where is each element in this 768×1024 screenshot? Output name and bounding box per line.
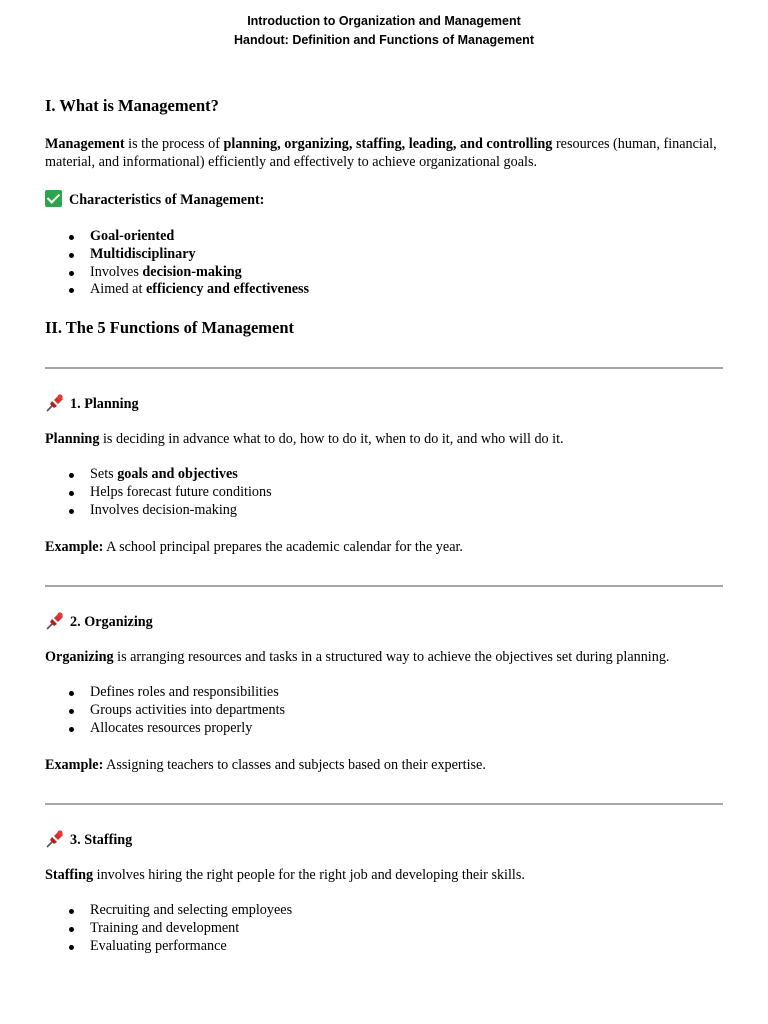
- example-text: A school principal prepares the academic calendar for the year.: [103, 539, 463, 555]
- list-item-bold: goals and objectives: [117, 466, 238, 482]
- characteristic-prefix: Aimed at: [90, 281, 146, 298]
- pushpin-icon: [45, 611, 65, 631]
- horizontal-divider: [45, 585, 723, 587]
- list-item: Allocates resources properly: [45, 720, 285, 738]
- list-item: Training and development: [45, 920, 292, 938]
- pushpin-icon: [45, 829, 65, 849]
- characteristic-prefix: Involves: [90, 263, 143, 280]
- function-heading-text: 1. Planning: [70, 396, 139, 412]
- list-item: [45, 246, 309, 264]
- horizontal-divider: [45, 803, 723, 805]
- check-mark-icon: [45, 190, 62, 207]
- definition-functions: planning, organizing, staffing, leading, and controlling: [223, 136, 553, 152]
- characteristic-goal-oriented: Goal-oriented: [90, 228, 175, 244]
- characteristics-heading-text: Characteristics of Management:: [69, 192, 265, 208]
- horizontal-divider: [45, 367, 723, 369]
- definition-text: is deciding in advance what to do, how to do it, when to do it, and who will do it.: [99, 431, 564, 447]
- function-heading-staffing: [45, 829, 132, 849]
- function-heading-text: 2. Organizing: [70, 614, 153, 630]
- list-item: Involves decision-making: [45, 502, 272, 520]
- example-label: Example:: [45, 539, 104, 555]
- organizing-example: [45, 756, 725, 774]
- function-heading-text: 3. Staffing: [70, 832, 133, 848]
- list-item: Groups activities into departments: [45, 702, 285, 720]
- planning-example: [45, 538, 725, 556]
- definition-text-rest: resources (human, financial, material, and informational) efficiently and effectively to achieve organizational goals.: [45, 136, 717, 170]
- characteristics-list: [45, 228, 309, 299]
- organizing-list: [45, 684, 285, 737]
- planning-definition: [45, 430, 725, 448]
- characteristic-multidisciplinary: Multidisciplinary: [90, 245, 196, 262]
- function-heading-organizing: [45, 611, 153, 631]
- function-heading-planning: [45, 393, 139, 413]
- list-item: Defines roles and responsibilities: [45, 684, 285, 702]
- header-handout-title: Handout: Definition and Functions of Management: [234, 33, 534, 47]
- definition-term: Organizing: [45, 649, 114, 665]
- pushpin-icon: [45, 393, 65, 413]
- list-item: [45, 264, 309, 282]
- document-header: [0, 12, 768, 50]
- staffing-list: [45, 902, 292, 955]
- example-label: Example:: [45, 757, 104, 773]
- characteristic-efficiency: efficiency and effectiveness: [145, 281, 310, 298]
- example-text: Assigning teachers to classes and subjects based on their expertise.: [103, 757, 486, 773]
- staffing-definition: [45, 866, 725, 884]
- list-item: [45, 466, 272, 484]
- definition-term: Planning: [45, 431, 100, 447]
- characteristics-heading: [45, 190, 264, 209]
- definition-term: Staffing: [45, 867, 94, 883]
- section-heading-five-functions: II. The 5 Functions of Management: [45, 318, 295, 337]
- list-item: Recruiting and selecting employees: [45, 902, 292, 920]
- list-item: [45, 228, 309, 246]
- definition-text: is arranging resources and tasks in a structured way to achieve the objectives set during planning.: [113, 649, 670, 665]
- section-heading-what-is-management: I. What is Management?: [45, 96, 219, 115]
- list-item: Helps forecast future conditions: [45, 484, 272, 502]
- list-item: Evaluating performance: [45, 938, 292, 956]
- list-item: [45, 281, 309, 299]
- definition-term: Management: [45, 136, 125, 152]
- header-course-title: Introduction to Organization and Management: [247, 14, 521, 28]
- planning-list: [45, 466, 272, 519]
- definition-text: involves hiring the right people for the right job and developing their skills.: [93, 867, 525, 883]
- organizing-definition: [45, 648, 725, 666]
- management-definition: [45, 135, 725, 171]
- list-item-prefix: Sets: [90, 466, 118, 482]
- definition-text: is the process of: [124, 136, 224, 152]
- characteristic-decision-making: decision-making: [142, 263, 242, 280]
